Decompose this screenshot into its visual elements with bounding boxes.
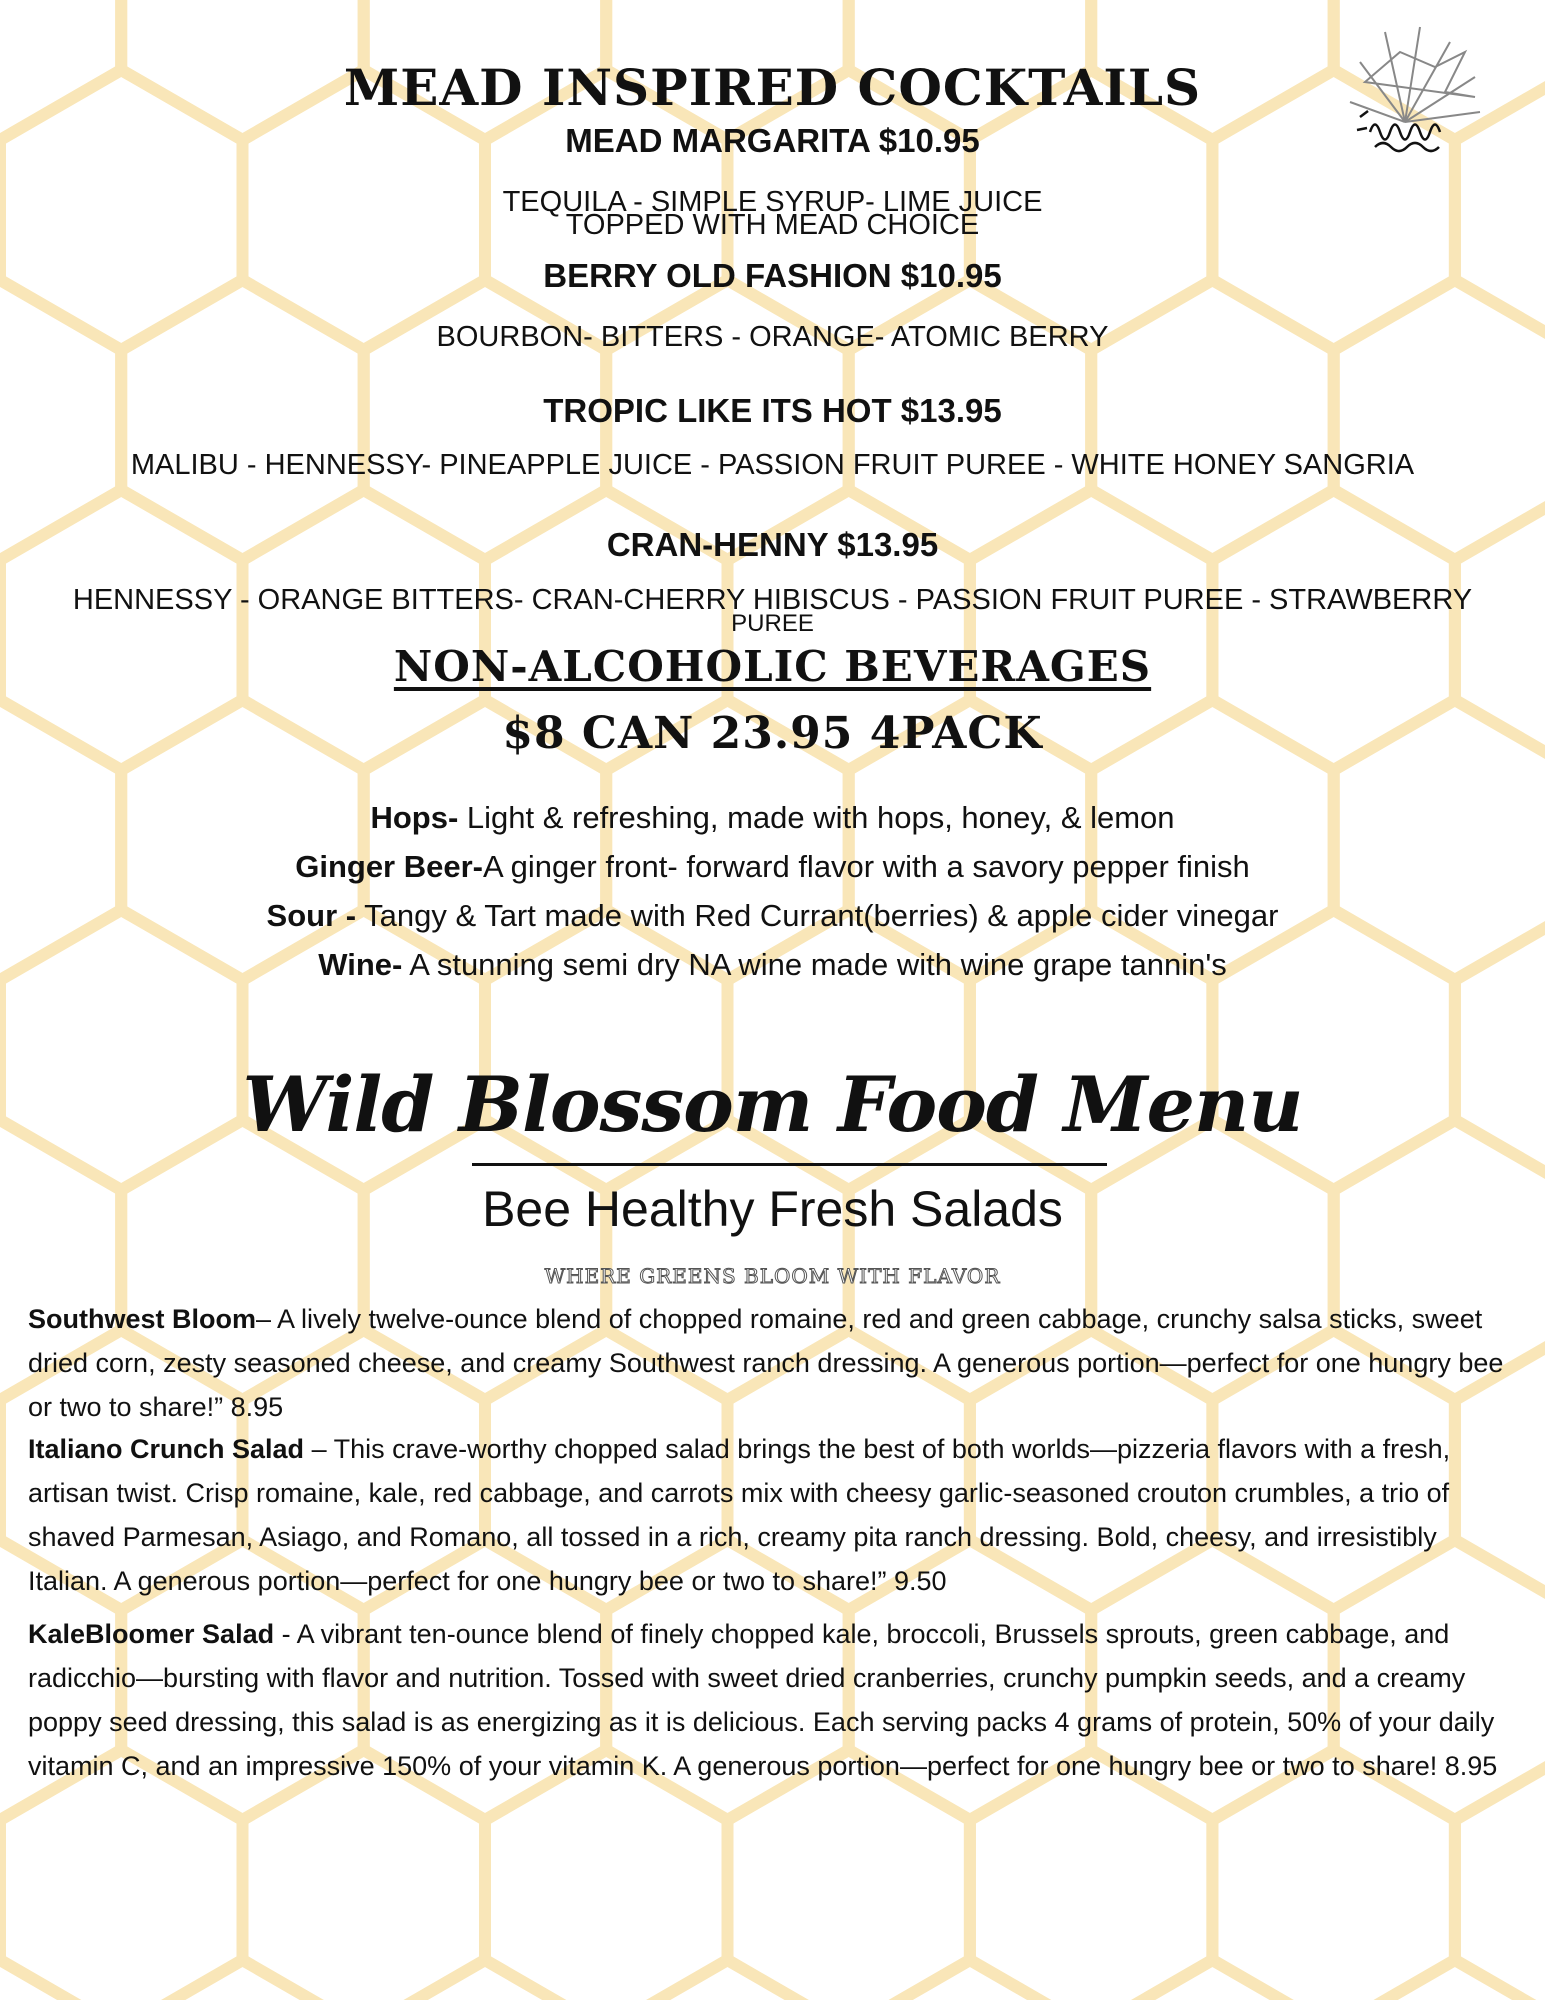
cocktail-desc: HENNESSY - ORANGE BITTERS- CRAN-CHERRY HIBISCUS - PASSION FRUIT PUREE - STRAWBERRY: [72, 584, 1473, 616]
cocktail-desc: PUREE: [731, 610, 814, 637]
salad-name: Italiano Crunch Salad: [28, 1434, 305, 1464]
cocktail-name: TROPIC LIKE ITS HOT $13.95: [543, 392, 1002, 429]
cocktail-desc: TEQUILA - SIMPLE SYRUP- LIME JUICE: [502, 186, 1043, 218]
cocktail-desc: TOPPED WITH MEAD CHOICE: [565, 209, 980, 241]
cocktail-desc: MALIBU - HENNESSY- PINEAPPLE JUICE - PASSION FRUIT PUREE - WHITE HONEY SANGRIA: [130, 449, 1415, 481]
non-alcoholic-heading-text: NON-ALCOHOLIC BEVERAGES: [393, 642, 1152, 691]
salads-tagline: WHERE GREENS BLOOM WITH FLAVOR: [544, 1264, 1001, 1288]
na-item: [0, 800, 1545, 836]
cocktail-desc: BOURBON- BITTERS - ORANGE- ATOMIC BERRY: [436, 321, 1109, 353]
na-item-desc: A ginger front- forward flavor with a savory pepper finish: [483, 849, 1250, 884]
na-item-name: Ginger Beer-: [295, 849, 483, 884]
salad-desc: – This crave-worthy chopped salad brings the best of both worlds—pizzeria flavors with a fresh, artisan twist. Crisp romaine, kale, red cabbage, and carrots mix with cheesy garlic-seasoned crouton crumbles, a trio of shaved Parmesan, Asiago, and Romano, all tossed in a rich, creamy pita ranch dressing. Bold, cheesy, and irresistibly Italian. A generous portion—perfect for one hungry bee or two to share!” 9.50: [28, 1434, 1451, 1596]
salads-section-title: Bee Healthy Fresh Salads: [482, 1181, 1063, 1237]
salad-item: [28, 1427, 1523, 1603]
salad-desc: – A lively twelve-ounce blend of chopped romaine, red and green cabbage, crunchy salsa sticks, sweet dried corn, zesty seasoned cheese, and creamy Southwest ranch dressing. A generous portion—perfect for one hungry bee or two to share!” 8.95: [28, 1304, 1504, 1422]
cocktails-heading: MEAD INSPIRED COCKTAILS: [343, 58, 1202, 117]
na-item-desc: Tangy & Tart made with Red Currant(berries) & apple cider vinegar: [356, 898, 1279, 933]
salad-name: Southwest Bloom: [28, 1304, 256, 1334]
non-alcoholic-heading: [0, 642, 1545, 691]
cocktail-name: MEAD MARGARITA $10.95: [565, 122, 980, 159]
salad-item: [28, 1612, 1523, 1788]
na-item-name: Sour -: [266, 898, 357, 933]
na-item-name: Hops-: [370, 800, 459, 835]
salad-name: KaleBloomer Salad: [28, 1619, 275, 1649]
cocktail-name: BERRY OLD FASHION $10.95: [543, 257, 1002, 294]
salad-desc: - A vibrant ten-ounce blend of finely chopped kale, broccoli, Brussels sprouts, green cabbage, and radicchio—bursting with flavor and nutrition. Tossed with sweet dried cranberries, crunchy pumpkin seeds, and a creamy poppy seed dressing, this salad is as energizing as it is delicious. Each serving packs 4 grams of protein, 50% of your daily vitamin C, and an impressive 150% of your vitamin K. A generous portion—perfect for one hungry bee or two to share! 8.95: [28, 1619, 1498, 1781]
na-item: [0, 849, 1545, 885]
non-alcoholic-price: $8 CAN 23.95 4PACK: [502, 708, 1043, 759]
cocktail-name: CRAN-HENNY $13.95: [606, 526, 939, 563]
na-item: [0, 898, 1545, 934]
salad-item: [28, 1297, 1523, 1429]
title-divider: [472, 1163, 1107, 1166]
na-item-desc: Light & refreshing, made with hops, honey, & lemon: [458, 800, 1175, 835]
food-menu-title: Wild Blossom Food Menu: [242, 1060, 1303, 1149]
na-item-name: Wine-: [318, 947, 403, 982]
na-item: [0, 947, 1545, 983]
na-item-desc: A stunning semi dry NA wine made with wine grape tannin's: [402, 947, 1227, 982]
